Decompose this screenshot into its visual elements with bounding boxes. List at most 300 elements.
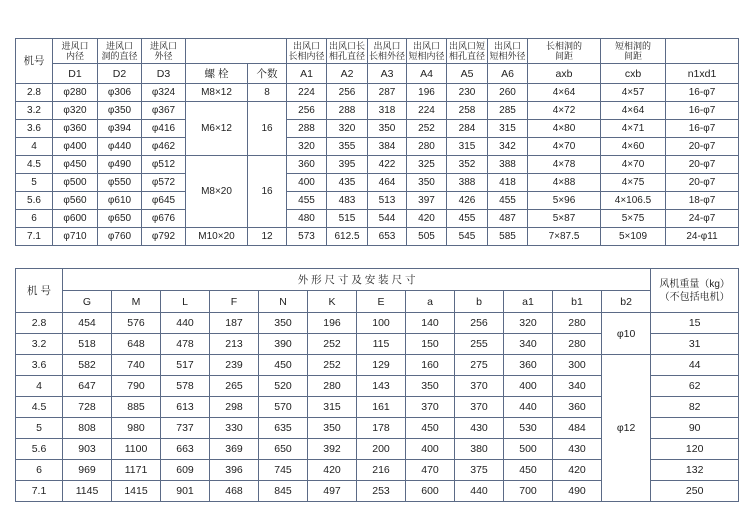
t2-cell-a1: 400 xyxy=(504,376,553,397)
t1-cell-n1xd1: 20-φ7 xyxy=(666,156,739,174)
t1-cell-axb: 5×87 xyxy=(528,210,601,228)
t1-cell-n1xd1: 24-φ7 xyxy=(666,210,739,228)
t2-cell-b: 380 xyxy=(455,439,504,460)
t1-cell-axb: 4×80 xyxy=(528,120,601,138)
t2-cell-a: 400 xyxy=(406,439,455,460)
t2-cell-model: 4 xyxy=(16,376,63,397)
t1-cell-a1: 288 xyxy=(287,120,327,138)
t2-cell-f: 265 xyxy=(210,376,259,397)
t1-row xyxy=(16,228,739,246)
t2-cell-m: 1415 xyxy=(112,481,161,502)
t1-cell-bolt: M10×20 xyxy=(186,228,248,246)
t2-header-b1: b1 xyxy=(553,291,602,313)
t1-cell-axb: 7×87.5 xyxy=(528,228,601,246)
t1-cell-a5: 545 xyxy=(447,228,488,246)
t2-cell-k: 497 xyxy=(308,481,357,502)
t1-cell-count: 16 xyxy=(248,102,287,156)
t1-cell-a3: 653 xyxy=(368,228,407,246)
t2-cell-b1: 430 xyxy=(553,439,602,460)
t1-cell-a3: 544 xyxy=(368,210,407,228)
t2-cell-f: 468 xyxy=(210,481,259,502)
t1-cell-d2: φ350 xyxy=(98,102,142,120)
t1-cell-d2: φ760 xyxy=(98,228,142,246)
t1-header-a4-desc: 出风口 短相内径 xyxy=(407,39,447,64)
t1-header-model: 机号 xyxy=(16,39,53,84)
t1-cell-a2: 355 xyxy=(327,138,368,156)
t1-cell-a1: 224 xyxy=(287,84,327,102)
t1-header-a5: A5 xyxy=(447,64,488,84)
t1-header-axb-desc: 长相洞的 间距 xyxy=(528,39,601,64)
t1-cell-a5: 258 xyxy=(447,102,488,120)
t2-cell-a: 370 xyxy=(406,397,455,418)
t2-header-title-row xyxy=(16,269,739,291)
t2-cell-g: 582 xyxy=(63,355,112,376)
t1-cell-n1xd1: 18-φ7 xyxy=(666,192,739,210)
t1-cell-d2: φ306 xyxy=(98,84,142,102)
t1-cell-d1: φ360 xyxy=(53,120,98,138)
t2-cell-a: 160 xyxy=(406,355,455,376)
t2-cell-weight: 120 xyxy=(651,439,739,460)
t2-cell-b1: 300 xyxy=(553,355,602,376)
t2-cell-weight: 44 xyxy=(651,355,739,376)
t1-cell-n1xd1: 20-φ7 xyxy=(666,138,739,156)
t1-row xyxy=(16,210,739,228)
t2-cell-a1: 440 xyxy=(504,397,553,418)
t2-header-b2: b2 xyxy=(602,291,651,313)
t2-cell-n: 845 xyxy=(259,481,308,502)
t1-cell-d1: φ450 xyxy=(53,156,98,174)
t2-cell-m: 790 xyxy=(112,376,161,397)
t2-cell-e: 178 xyxy=(357,418,406,439)
t2-cell-g: 969 xyxy=(63,460,112,481)
t2-header-f: F xyxy=(210,291,259,313)
t2-cell-g: 903 xyxy=(63,439,112,460)
t2-cell-k: 252 xyxy=(308,355,357,376)
t1-cell-d1: φ710 xyxy=(53,228,98,246)
t1-cell-d1: φ400 xyxy=(53,138,98,156)
t2-cell-b: 255 xyxy=(455,334,504,355)
t1-header-d3: D3 xyxy=(142,64,186,84)
t1-row xyxy=(16,192,739,210)
t1-cell-a1: 320 xyxy=(287,138,327,156)
t2-header-g: G xyxy=(63,291,112,313)
t1-header-cxb-desc: 短相洞的 间距 xyxy=(601,39,666,64)
t2-cell-e: 161 xyxy=(357,397,406,418)
t2-cell-n: 650 xyxy=(259,439,308,460)
t2-cell-f: 330 xyxy=(210,418,259,439)
t2-cell-b1: 340 xyxy=(553,376,602,397)
t1-cell-a5: 388 xyxy=(447,174,488,192)
t1-header-a3: A3 xyxy=(368,64,407,84)
t2-cell-l: 901 xyxy=(161,481,210,502)
t1-cell-d2: φ490 xyxy=(98,156,142,174)
t2-cell-n: 520 xyxy=(259,376,308,397)
t1-cell-a1: 360 xyxy=(287,156,327,174)
t1-cell-a3: 422 xyxy=(368,156,407,174)
t1-cell-cxb: 4×64 xyxy=(601,102,666,120)
t2-cell-b1: 360 xyxy=(553,397,602,418)
t1-cell-axb: 5×96 xyxy=(528,192,601,210)
t1-header-a4: A4 xyxy=(407,64,447,84)
t2-cell-weight: 82 xyxy=(651,397,739,418)
t2-cell-f: 298 xyxy=(210,397,259,418)
t1-header-d3-desc: 进风口 外径 xyxy=(142,39,186,64)
t2-cell-e: 216 xyxy=(357,460,406,481)
t1-cell-a1: 573 xyxy=(287,228,327,246)
t2-cell-model: 3.6 xyxy=(16,355,63,376)
t1-cell-a1: 400 xyxy=(287,174,327,192)
t1-cell-n1xd1: 20-φ7 xyxy=(666,174,739,192)
t1-header-a1-desc: 出风口 长相内径 xyxy=(287,39,327,64)
t2-cell-l: 613 xyxy=(161,397,210,418)
t2-cell-g: 647 xyxy=(63,376,112,397)
t1-cell-a2: 288 xyxy=(327,102,368,120)
t1-cell-n1xd1: 16-φ7 xyxy=(666,102,739,120)
t2-cell-e: 100 xyxy=(357,313,406,334)
t2-cell-e: 115 xyxy=(357,334,406,355)
t1-cell-a6: 418 xyxy=(488,174,528,192)
t1-cell-d1: φ280 xyxy=(53,84,98,102)
t2-header-b: b xyxy=(455,291,504,313)
t1-cell-a1: 480 xyxy=(287,210,327,228)
t2-cell-e: 143 xyxy=(357,376,406,397)
t2-cell-n: 350 xyxy=(259,313,308,334)
t2-cell-f: 239 xyxy=(210,355,259,376)
t1-cell-model: 7.1 xyxy=(16,228,53,246)
t1-cell-bolt: M8×20 xyxy=(186,156,248,228)
t1-header-n1xd1: n1xd1 xyxy=(666,64,739,84)
t2-header-title: 外 形 尺 寸 及 安 装 尺 寸 xyxy=(63,269,651,291)
t2-cell-b2: φ12 xyxy=(602,355,651,502)
t2-cell-weight: 90 xyxy=(651,418,739,439)
inlet-outlet-dimension-table xyxy=(15,38,739,246)
t2-cell-l: 440 xyxy=(161,313,210,334)
t2-cell-a1: 360 xyxy=(504,355,553,376)
t2-cell-b1: 490 xyxy=(553,481,602,502)
t1-cell-d2: φ440 xyxy=(98,138,142,156)
t1-cell-model: 5 xyxy=(16,174,53,192)
t1-cell-d3: φ572 xyxy=(142,174,186,192)
t1-cell-bolt: M8×12 xyxy=(186,84,248,102)
t2-cell-a1: 700 xyxy=(504,481,553,502)
t1-cell-d3: φ512 xyxy=(142,156,186,174)
t2-cell-f: 396 xyxy=(210,460,259,481)
t1-header-d1: D1 xyxy=(53,64,98,84)
t1-cell-d3: φ645 xyxy=(142,192,186,210)
t2-cell-m: 980 xyxy=(112,418,161,439)
t1-cell-model: 3.2 xyxy=(16,102,53,120)
t1-cell-a2: 435 xyxy=(327,174,368,192)
t2-cell-model: 7.1 xyxy=(16,481,63,502)
t1-cell-a5: 426 xyxy=(447,192,488,210)
t2-cell-model: 5.6 xyxy=(16,439,63,460)
t1-cell-d2: φ610 xyxy=(98,192,142,210)
t1-header-n1xd1-blank xyxy=(666,39,739,64)
t1-cell-model: 3.6 xyxy=(16,120,53,138)
t1-header-count: 个数 xyxy=(248,64,287,84)
t1-cell-cxb: 4×106.5 xyxy=(601,192,666,210)
t2-cell-l: 737 xyxy=(161,418,210,439)
t1-cell-cxb: 5×75 xyxy=(601,210,666,228)
t1-cell-a5: 352 xyxy=(447,156,488,174)
t1-cell-a4: 350 xyxy=(407,174,447,192)
t1-row xyxy=(16,120,739,138)
t1-cell-a2: 612.5 xyxy=(327,228,368,246)
t1-cell-a5: 284 xyxy=(447,120,488,138)
t2-cell-model: 6 xyxy=(16,460,63,481)
t1-cell-cxb: 4×70 xyxy=(601,156,666,174)
t1-cell-a4: 397 xyxy=(407,192,447,210)
t2-row xyxy=(16,355,739,376)
t2-cell-g: 808 xyxy=(63,418,112,439)
t2-cell-f: 213 xyxy=(210,334,259,355)
t1-cell-a3: 464 xyxy=(368,174,407,192)
outline-installation-dimension-table xyxy=(15,268,739,502)
t2-cell-l: 609 xyxy=(161,460,210,481)
t1-cell-cxb: 5×109 xyxy=(601,228,666,246)
t2-cell-b1: 484 xyxy=(553,418,602,439)
t1-cell-a6: 315 xyxy=(488,120,528,138)
t2-cell-b: 370 xyxy=(455,376,504,397)
t1-cell-a4: 252 xyxy=(407,120,447,138)
t2-cell-weight: 250 xyxy=(651,481,739,502)
t2-cell-n: 570 xyxy=(259,397,308,418)
t1-cell-a6: 487 xyxy=(488,210,528,228)
t1-header-a6: A6 xyxy=(488,64,528,84)
t1-row xyxy=(16,174,739,192)
t1-cell-n1xd1: 16-φ7 xyxy=(666,84,739,102)
t2-cell-n: 745 xyxy=(259,460,308,481)
t2-cell-l: 663 xyxy=(161,439,210,460)
t2-cell-l: 478 xyxy=(161,334,210,355)
t1-cell-a4: 420 xyxy=(407,210,447,228)
t1-cell-a3: 513 xyxy=(368,192,407,210)
t1-cell-bolt: M6×12 xyxy=(186,102,248,156)
t2-cell-g: 518 xyxy=(63,334,112,355)
t1-header-a1: A1 xyxy=(287,64,327,84)
t2-cell-a: 350 xyxy=(406,376,455,397)
t1-cell-a6: 285 xyxy=(488,102,528,120)
t1-cell-axb: 4×72 xyxy=(528,102,601,120)
t1-cell-a5: 315 xyxy=(447,138,488,156)
t2-cell-l: 517 xyxy=(161,355,210,376)
t1-header-cxb: cxb xyxy=(601,64,666,84)
t2-cell-weight: 132 xyxy=(651,460,739,481)
t2-cell-m: 740 xyxy=(112,355,161,376)
t2-cell-a: 470 xyxy=(406,460,455,481)
t1-cell-d3: φ324 xyxy=(142,84,186,102)
t2-cell-b1: 280 xyxy=(553,313,602,334)
t1-row xyxy=(16,156,739,174)
t1-cell-a6: 455 xyxy=(488,192,528,210)
t2-cell-e: 129 xyxy=(357,355,406,376)
t2-cell-b: 375 xyxy=(455,460,504,481)
t1-cell-d3: φ462 xyxy=(142,138,186,156)
t2-cell-m: 1171 xyxy=(112,460,161,481)
t1-header-d2: D2 xyxy=(98,64,142,84)
t1-header-a6-desc: 出风口 短相外径 xyxy=(488,39,528,64)
t1-header-symbol-row xyxy=(16,64,739,84)
t2-cell-n: 450 xyxy=(259,355,308,376)
t2-cell-b1: 280 xyxy=(553,334,602,355)
t1-header-d2-desc: 进风口 洞的直径 xyxy=(98,39,142,64)
t1-header-d1-desc: 进风口 内径 xyxy=(53,39,98,64)
t2-cell-b: 370 xyxy=(455,397,504,418)
t1-cell-a6: 388 xyxy=(488,156,528,174)
t1-cell-a3: 287 xyxy=(368,84,407,102)
t2-header-model: 机 号 xyxy=(16,269,63,313)
t2-cell-k: 252 xyxy=(308,334,357,355)
t1-cell-d1: φ560 xyxy=(53,192,98,210)
t2-cell-e: 200 xyxy=(357,439,406,460)
t2-cell-k: 280 xyxy=(308,376,357,397)
t1-header-bolt-blank xyxy=(186,39,287,64)
t1-cell-a2: 483 xyxy=(327,192,368,210)
t1-cell-axb: 4×88 xyxy=(528,174,601,192)
t2-cell-model: 4.5 xyxy=(16,397,63,418)
t1-cell-d1: φ500 xyxy=(53,174,98,192)
t2-header-e: E xyxy=(357,291,406,313)
t2-cell-e: 253 xyxy=(357,481,406,502)
t2-cell-weight: 62 xyxy=(651,376,739,397)
t2-header-m: M xyxy=(112,291,161,313)
t2-header-a1: a1 xyxy=(504,291,553,313)
t2-header-columns-row xyxy=(16,291,739,313)
t2-cell-b: 256 xyxy=(455,313,504,334)
t2-cell-a1: 500 xyxy=(504,439,553,460)
t1-cell-d2: φ550 xyxy=(98,174,142,192)
t1-row xyxy=(16,138,739,156)
t1-cell-a3: 384 xyxy=(368,138,407,156)
t1-header-axb: axb xyxy=(528,64,601,84)
t1-cell-a1: 256 xyxy=(287,102,327,120)
t1-cell-count: 12 xyxy=(248,228,287,246)
t1-cell-d1: φ320 xyxy=(53,102,98,120)
t1-cell-n1xd1: 24-φ11 xyxy=(666,228,739,246)
t2-cell-n: 635 xyxy=(259,418,308,439)
t1-cell-d3: φ676 xyxy=(142,210,186,228)
t1-cell-axb: 4×64 xyxy=(528,84,601,102)
t1-cell-d1: φ600 xyxy=(53,210,98,228)
t1-cell-d2: φ650 xyxy=(98,210,142,228)
t1-cell-a4: 325 xyxy=(407,156,447,174)
t2-header-k: K xyxy=(308,291,357,313)
t1-cell-a1: 455 xyxy=(287,192,327,210)
t1-cell-a2: 515 xyxy=(327,210,368,228)
t2-header-weight: 风机重量（kg） （不包括电机） xyxy=(651,269,739,313)
t2-cell-weight: 15 xyxy=(651,313,739,334)
t1-header-a2: A2 xyxy=(327,64,368,84)
t2-cell-a1: 450 xyxy=(504,460,553,481)
t2-cell-k: 392 xyxy=(308,439,357,460)
t2-cell-k: 350 xyxy=(308,418,357,439)
t2-cell-k: 196 xyxy=(308,313,357,334)
t1-header-a3-desc: 出风口 长相外径 xyxy=(368,39,407,64)
t1-header-bolt: 螺 栓 xyxy=(186,64,248,84)
t1-cell-cxb: 4×60 xyxy=(601,138,666,156)
t2-cell-a: 140 xyxy=(406,313,455,334)
t1-cell-a2: 395 xyxy=(327,156,368,174)
t1-cell-a2: 320 xyxy=(327,120,368,138)
t1-cell-d3: φ416 xyxy=(142,120,186,138)
t2-cell-n: 390 xyxy=(259,334,308,355)
t1-header-a2-desc: 出风口长 相孔直径 xyxy=(327,39,368,64)
t1-header-a5-desc: 出风口短 相孔直径 xyxy=(447,39,488,64)
t2-cell-f: 187 xyxy=(210,313,259,334)
t2-cell-k: 315 xyxy=(308,397,357,418)
t2-cell-a: 150 xyxy=(406,334,455,355)
t1-cell-model: 6 xyxy=(16,210,53,228)
t1-cell-a6: 260 xyxy=(488,84,528,102)
t1-row xyxy=(16,102,739,120)
t1-cell-model: 4.5 xyxy=(16,156,53,174)
t1-cell-a6: 585 xyxy=(488,228,528,246)
t2-cell-f: 369 xyxy=(210,439,259,460)
t1-cell-model: 4 xyxy=(16,138,53,156)
t2-cell-b: 440 xyxy=(455,481,504,502)
t2-cell-model: 2.8 xyxy=(16,313,63,334)
t1-cell-a4: 505 xyxy=(407,228,447,246)
t2-cell-a1: 530 xyxy=(504,418,553,439)
t1-cell-a5: 455 xyxy=(447,210,488,228)
t2-header-a: a xyxy=(406,291,455,313)
t1-cell-a4: 224 xyxy=(407,102,447,120)
t2-cell-k: 420 xyxy=(308,460,357,481)
t2-row xyxy=(16,313,739,334)
t2-header-n: N xyxy=(259,291,308,313)
t1-row xyxy=(16,84,739,102)
t1-cell-d2: φ394 xyxy=(98,120,142,138)
t2-cell-b2: φ10 xyxy=(602,313,651,355)
t2-cell-a: 450 xyxy=(406,418,455,439)
t1-cell-a3: 350 xyxy=(368,120,407,138)
t2-cell-m: 885 xyxy=(112,397,161,418)
t2-cell-g: 1145 xyxy=(63,481,112,502)
t1-cell-axb: 4×70 xyxy=(528,138,601,156)
t2-cell-b: 430 xyxy=(455,418,504,439)
t1-cell-n1xd1: 16-φ7 xyxy=(666,120,739,138)
t2-cell-g: 454 xyxy=(63,313,112,334)
t2-cell-l: 578 xyxy=(161,376,210,397)
t2-cell-a1: 320 xyxy=(504,313,553,334)
t2-cell-a: 600 xyxy=(406,481,455,502)
t2-cell-g: 728 xyxy=(63,397,112,418)
t1-cell-a6: 342 xyxy=(488,138,528,156)
t1-cell-cxb: 4×71 xyxy=(601,120,666,138)
t1-cell-count: 16 xyxy=(248,156,287,228)
t1-cell-a4: 280 xyxy=(407,138,447,156)
t1-cell-cxb: 4×75 xyxy=(601,174,666,192)
t2-cell-model: 5 xyxy=(16,418,63,439)
t2-cell-a1: 340 xyxy=(504,334,553,355)
t2-cell-b1: 420 xyxy=(553,460,602,481)
t1-cell-axb: 4×78 xyxy=(528,156,601,174)
t1-cell-model: 2.8 xyxy=(16,84,53,102)
t1-cell-a3: 318 xyxy=(368,102,407,120)
t1-cell-cxb: 4×57 xyxy=(601,84,666,102)
t2-header-l: L xyxy=(161,291,210,313)
t1-cell-model: 5.6 xyxy=(16,192,53,210)
t1-cell-a4: 196 xyxy=(407,84,447,102)
t1-header-desc-row xyxy=(16,39,739,64)
t2-cell-m: 648 xyxy=(112,334,161,355)
t1-cell-d3: φ367 xyxy=(142,102,186,120)
t2-cell-m: 1100 xyxy=(112,439,161,460)
t2-cell-m: 576 xyxy=(112,313,161,334)
t1-cell-a2: 256 xyxy=(327,84,368,102)
t1-cell-d3: φ792 xyxy=(142,228,186,246)
t2-cell-weight: 31 xyxy=(651,334,739,355)
